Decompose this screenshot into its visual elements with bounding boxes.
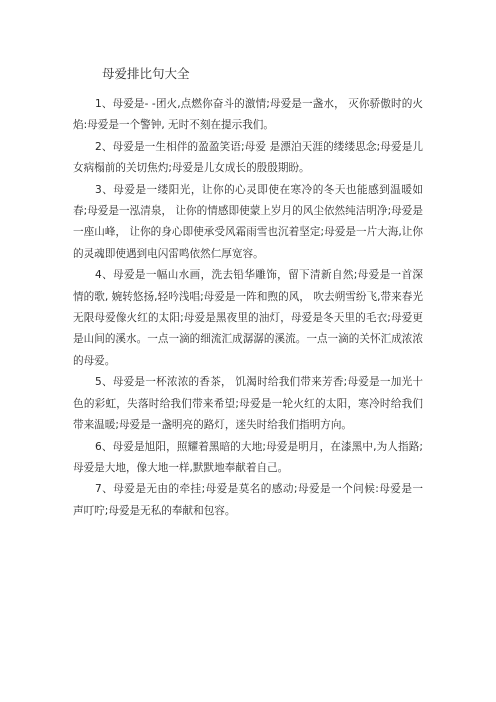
document-body (73, 94, 423, 522)
paragraph-2: 2、母爱是一生相伴的盈盈笑语;母爱 是漂泊天涯的缕缕思念;母爱是儿女病榻前的关切焦灼;母爱是儿女成长的殷殷期盼。 (73, 140, 423, 175)
document-title: 母爱排比句大全 (102, 66, 190, 81)
paragraph-4: 4、母爱是一幅山水画，洗去铅华雕饰，留下清新自然;母爱是一首深情的歌, 婉转悠扬,轻吟浅唱;母爱是一阵和煦的风， 吹去朔雪纷飞,带来春光无限母爱像火红的太阳;母爱是黑夜里的油灯，母爱是冬天里的毛衣;母爱更是山间的溪水。一点一滴的细流汇成潺潺的溪流。一点一滴的关怀汇成浓浓的母爱。 (73, 269, 423, 367)
paragraph-1: 1、母爱是- -团火,点燃你奋斗的激情;母爱是一盏水， 灭你骄傲时的火焰:母爱是一个警钟, 无时不刻在提示我们。 (73, 98, 423, 132)
paragraph-5: 5、母爱是一杯浓浓的香茶， 饥渴时给我们带来芳香;母爱是一加光十色的彩虹，失落时给我们带来希望;母爱是一轮火红的太阳，寒冷时给我们带来温暖;母爱是一盏明亮的路灯，迷失时给我们指明方向。 (73, 376, 423, 432)
paragraph-7: 7、母爱是无由的牵挂;母爱是莫名的感动;母爱是一个问候:母爱是一 声叮咛;母爱是无私的奉献和包容。 (73, 483, 423, 517)
paragraph-3: 3、母爱是一缕阳光，让你的心灵即使在寒冷的冬天也能感到温暖如春;母爱是一泓清泉， 让你的情感即使蒙上岁月的风尘依然纯洁明净;母爱是一座山峰， 让你的身心即使承受风霜雨雪也沉着坚定;母爱是一片大海,让你的灵魂即使遇到电闪雷鸣依然仁厚宽容。 (73, 183, 423, 260)
paragraph-6: 6、母爱是旭阳，照耀着黑暗的大地;母爱是明月，在漆黑中,为人指路;母爱是大地，像大地一样,默默地奉献着自己。 (73, 440, 423, 474)
